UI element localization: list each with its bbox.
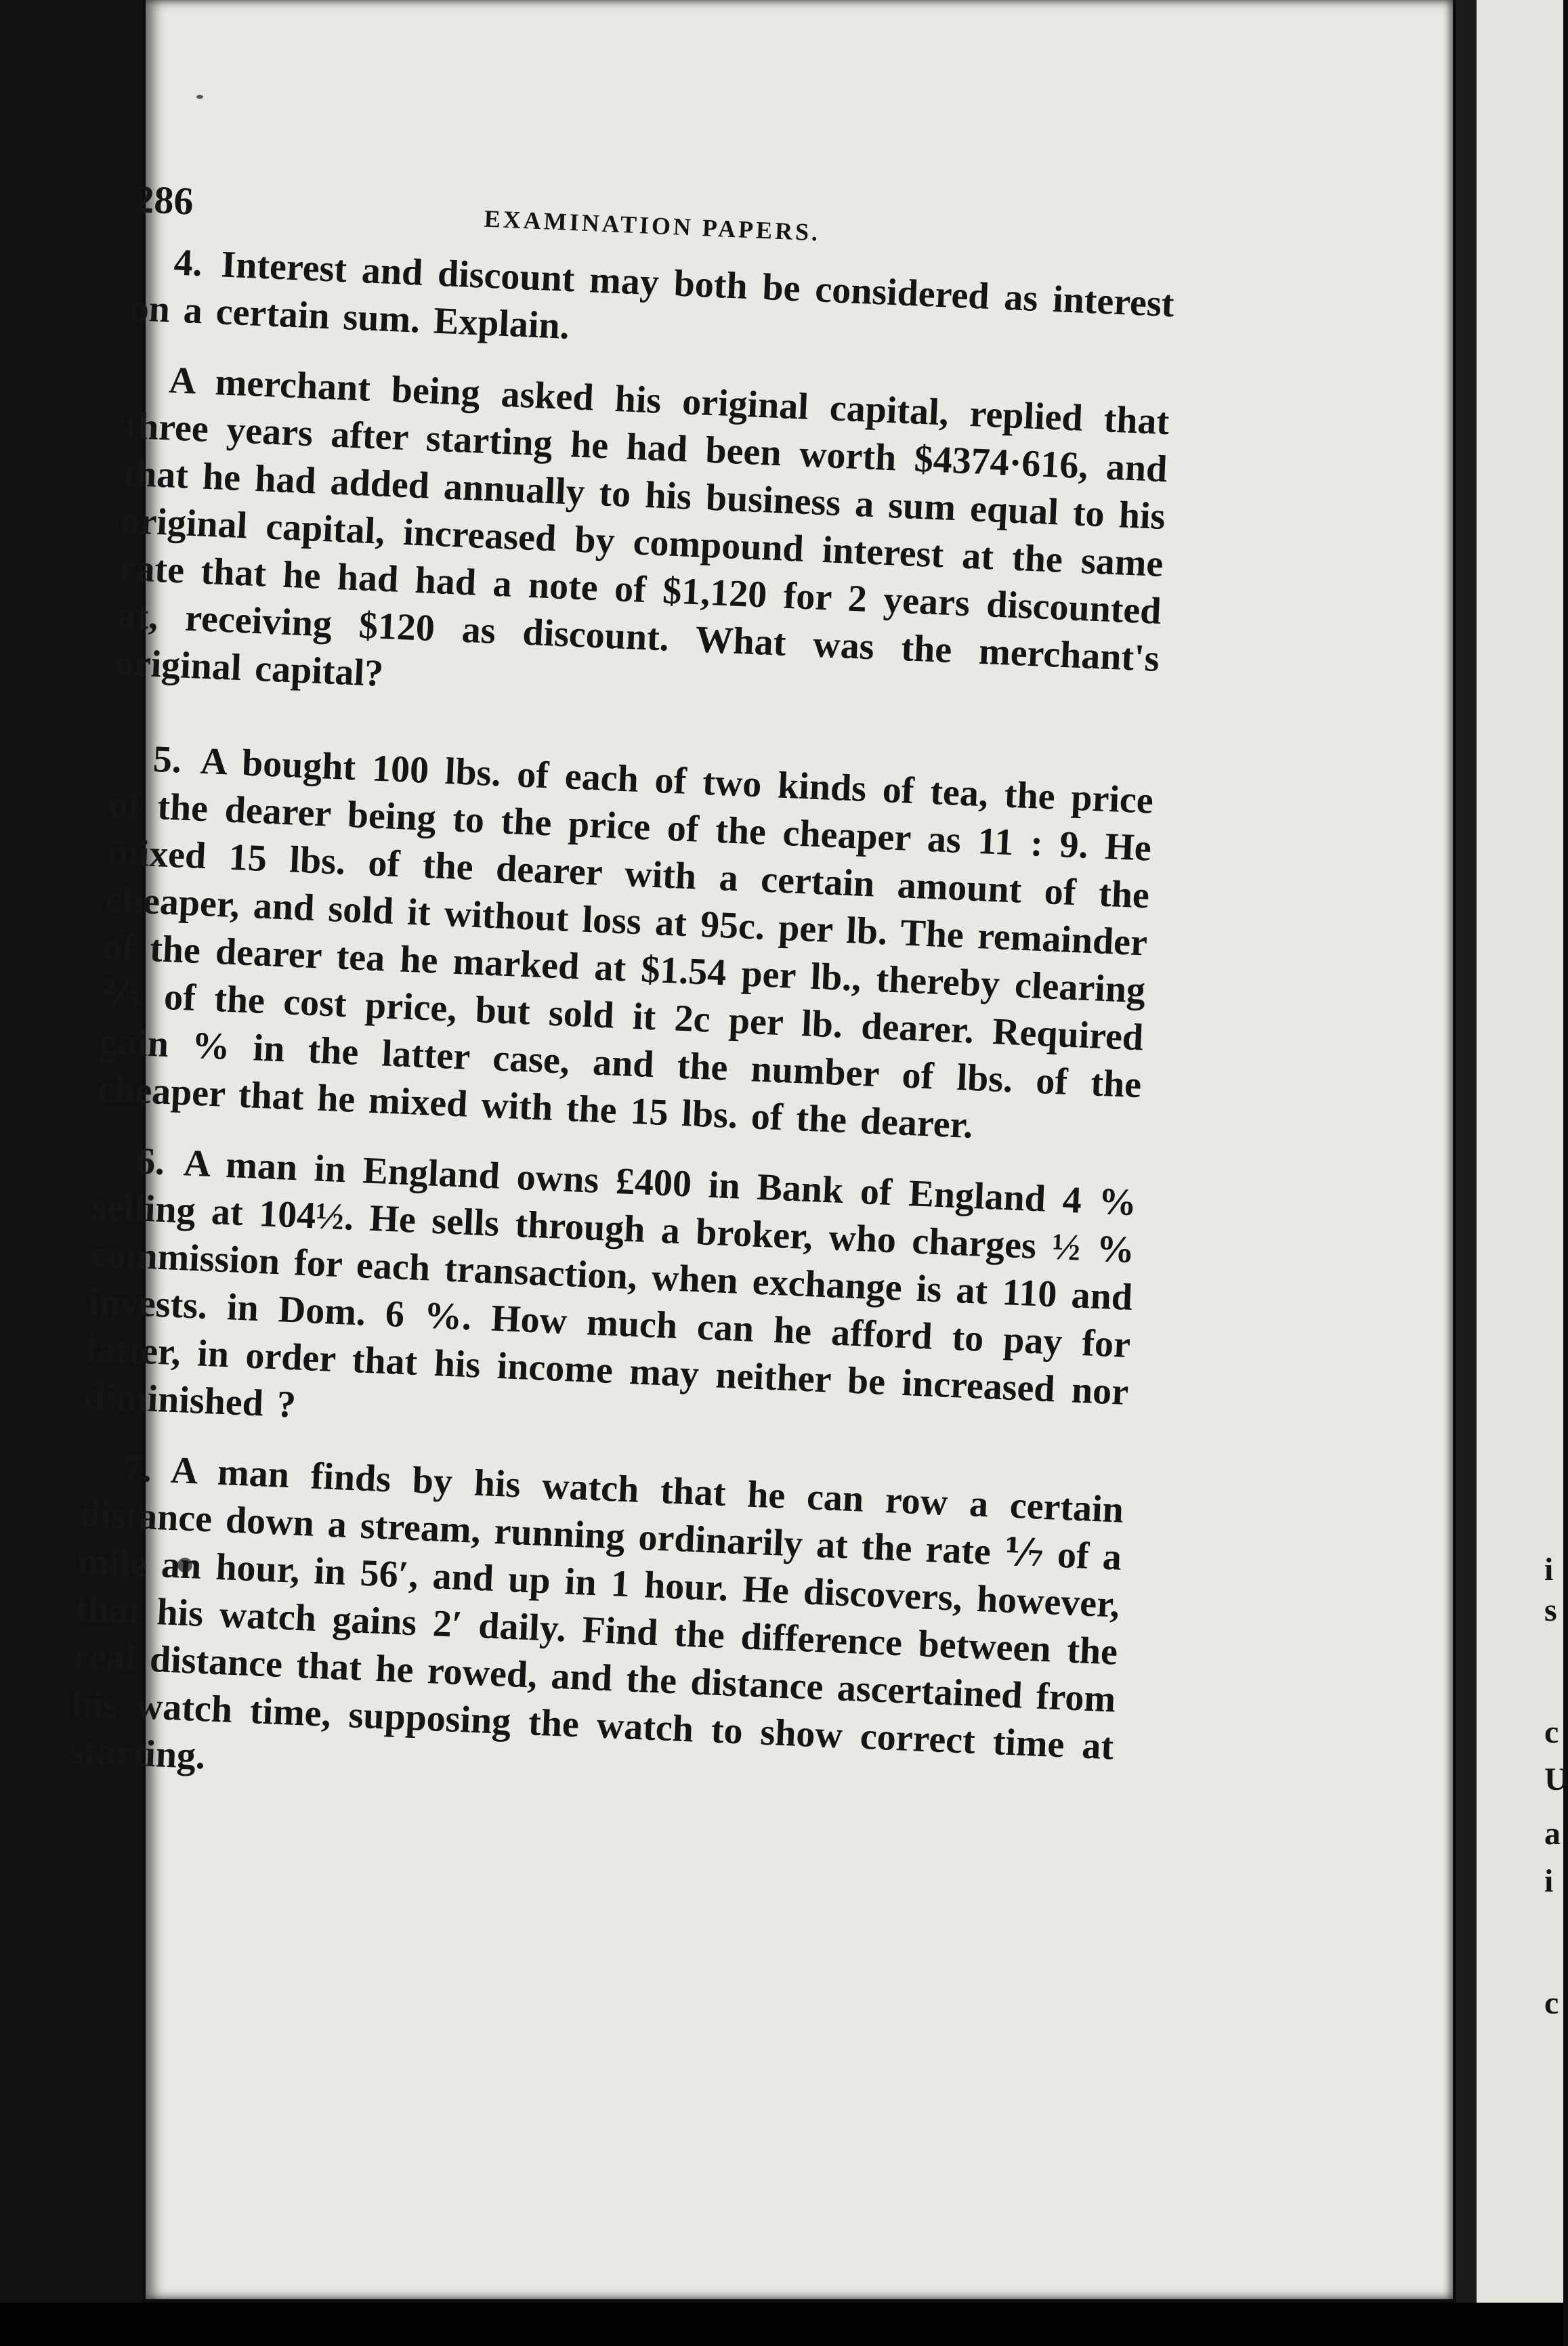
question-text: A man in England owns £400 in Bank of England 4 % selling at 104½. He sells through a broker, who charges ½ % commission for each transaction, when exchange is at 110 and invests. in Dom. 6 %. How much can he afford to pay for latter, in order that his income may neither be increased nor diminished ? (83, 1142, 1138, 1426)
question-4-problem: A merchant being asked his original capital, replied that three years after starting he had been worth $4374·616, and that he had added annually to his business a sum equal to his original capital, increased by compound interest at the same rate that he had had a note of $1,120 for 2 years discounted at, receiving $120 as discount. What was the merchant's original capital? (114, 359, 1170, 695)
book-gutter (1456, 0, 1477, 2303)
question-text: A bought 100 lbs. of each of two kinds of tea, the price of the dearer being to the price of the cheaper as 11 : 9. He mixed 15 lbs. of the dearer with a certain amount of the cheaper, and sold it without loss at 95c. per lb. The remainder of the dearer tea he marked at $1.54 per lb., thereby clearing ⅖ of the cost price, but sold it 2c per lb. dearer. Required gain % in the latter case, and the number of lbs. of the cheaper that he mixed with the 15 lbs. of the dearer. (96, 740, 1154, 1147)
adjacent-page-fragment: c (1544, 1714, 1559, 1750)
page-content (68, 176, 1178, 1841)
question-5 (96, 733, 1154, 1156)
adjacent-page-fragment: s (1544, 1592, 1557, 1628)
adjacent-page-fragment: i (1544, 1863, 1554, 1899)
page-number: 286 (133, 176, 194, 223)
adjacent-page-fragment: a (1544, 1816, 1561, 1852)
question-number: 4. (173, 241, 203, 285)
adjacent-page-fragment: i (1544, 1552, 1554, 1587)
question-text: Interest and discount may both be considered as interest on a certain sum. Explain. (129, 243, 1175, 347)
scan-speck (196, 95, 203, 99)
adjacent-page-edge (1477, 0, 1563, 2303)
question-6 (83, 1136, 1137, 1464)
question-number: 6. (135, 1140, 166, 1184)
question-number: 5. (152, 738, 183, 782)
scan-border-bottom (0, 2303, 1563, 2346)
adjacent-page-fragment: U (1544, 1762, 1568, 1797)
question-text: A man finds by his watch that he can row a certain distance down a stream, running ordinarily at the rate ⅐ of a mile an hour, in 56′, and up in 1 hour. He discovers, however, that his watch gains 2′ daily. Find the difference between the real distance that he rowed, and the distance ascertained from his watch time, supposing the watch to show correct time at starting. (68, 1449, 1125, 1778)
adjacent-page-fragment: c (1544, 1985, 1559, 2021)
question-7 (68, 1443, 1124, 1818)
question-number: 7. (122, 1447, 153, 1491)
running-head: EXAMINATION PAPERS. (483, 205, 821, 247)
